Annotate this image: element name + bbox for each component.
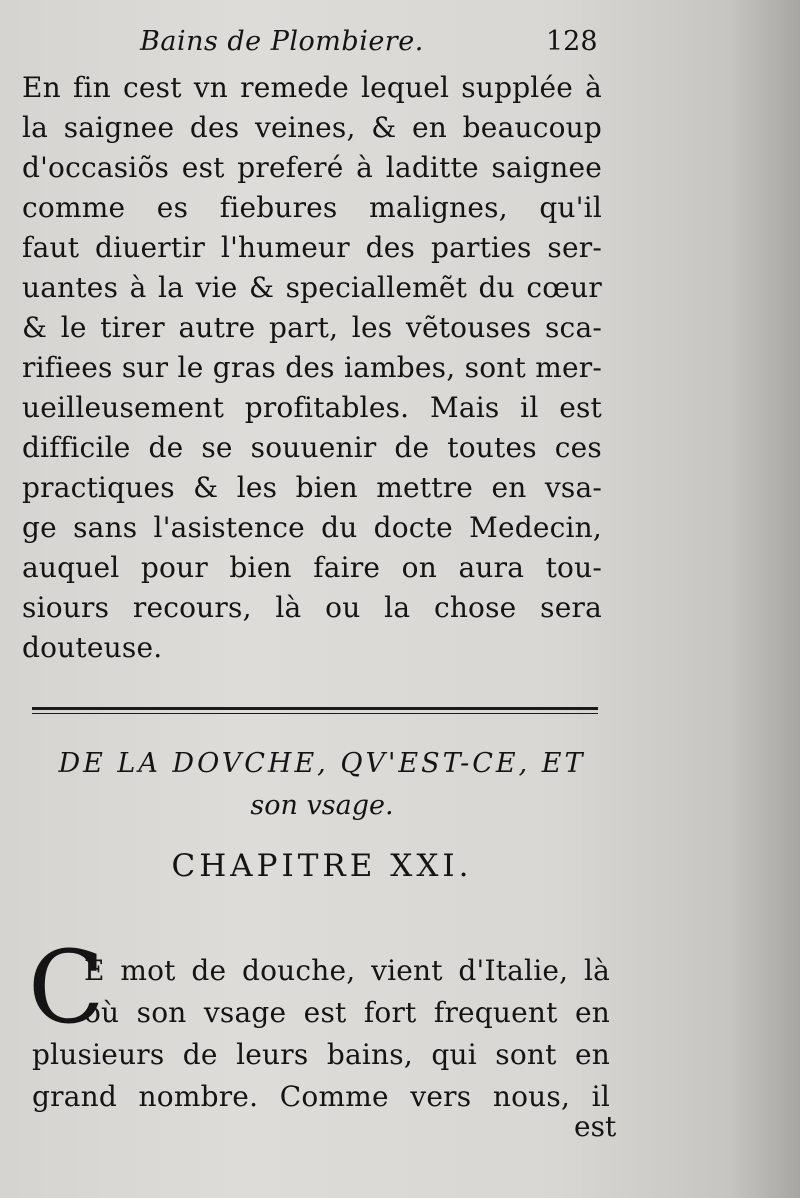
chapter-heading: CHAPITRE XXI. xyxy=(171,848,473,884)
chapter-paragraph xyxy=(32,950,610,1118)
body-line: ueilleusement profitables. Mais il est xyxy=(22,391,602,424)
body-text xyxy=(22,68,602,668)
section-title: DE LA DOVCHE, QV'EST-CE, ET xyxy=(58,748,586,779)
body-line: ge sans l'asistence du docte Medecin, xyxy=(22,511,602,544)
body-line: comme es fiebures malignes, qu'il xyxy=(22,191,602,224)
page-number: 128 xyxy=(546,26,598,57)
chapter-line: plusieurs de leurs bains, qui sont en xyxy=(32,1038,610,1071)
section-subtitle: son vsage. xyxy=(250,790,394,821)
body-line: difficile de se souuenir de toutes ces xyxy=(22,431,602,464)
section-divider-thick xyxy=(32,707,598,710)
body-line: uantes à la vie & speciallemẽt du cœur xyxy=(22,271,602,304)
body-line: rifiees sur le gras des iambes, sont mer- xyxy=(22,351,602,384)
drop-cap-initial: C xyxy=(28,929,105,1046)
chapter-line: grand nombre. Comme vers nous, il xyxy=(32,1080,610,1113)
body-line: siours recours, là ou la chose sera xyxy=(22,591,602,624)
chapter-line: E mot de douche, vient d'Italie, là xyxy=(84,954,610,987)
body-line: & le tirer autre part, les vẽtouses sca- xyxy=(22,311,602,344)
chapter-line: où son vsage est fort frequent en xyxy=(84,996,610,1029)
body-line: practiques & les bien mettre en vsa- xyxy=(22,471,602,504)
page-edge-shadow xyxy=(730,0,800,1198)
body-line: d'occasiõs est preferé à laditte saignee xyxy=(22,151,602,184)
body-line: la saignee des veines, & en beaucoup xyxy=(22,111,602,144)
catchword: est xyxy=(574,1110,617,1143)
body-line: En fin cest vn remede lequel supplée à xyxy=(22,71,602,104)
body-line: auquel pour bien faire on aura tou- xyxy=(22,551,602,584)
section-divider-thin xyxy=(32,713,598,714)
body-line: faut diuertir l'humeur des parties ser- xyxy=(22,231,602,264)
running-head: Bains de Plombiere. xyxy=(140,26,424,57)
body-line: douteuse. xyxy=(22,631,163,664)
